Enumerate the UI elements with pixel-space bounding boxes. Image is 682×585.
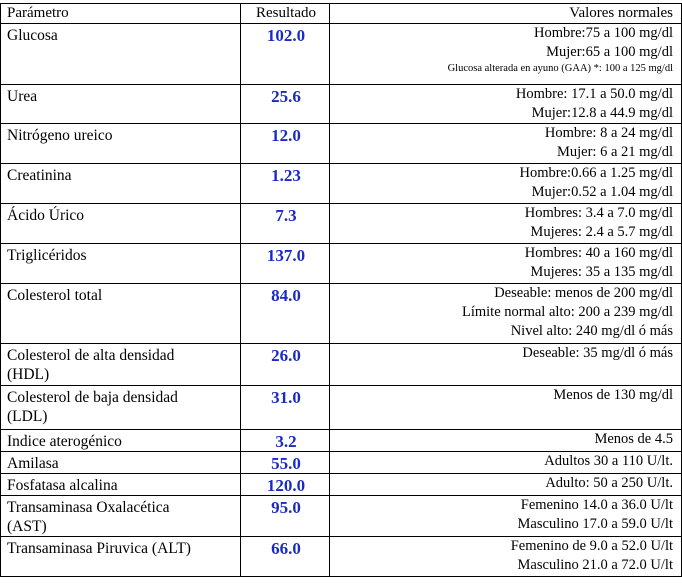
reference-range-line: Límite normal alto: 200 a 239 mg/dl [461,304,673,320]
reference-range-line: Mujeres: 2.4 a 5.7 mg/dl [530,224,673,240]
table-row [1,386,682,430]
reference-range-cell [330,430,682,452]
parameter-cell [1,386,241,430]
table-row [1,85,682,124]
result-value: 12.0 [241,124,330,164]
reference-range-line: Femenino 14.0 a 36.0 U/lt [520,497,673,513]
result-value: 26.0 [241,344,330,386]
parameter-name: Indice aterogénico [7,433,122,450]
parameter-name: Transaminasa Piruvica (ALT) [7,540,191,557]
reference-range-line: Mujer:65 a 100 mg/dl [546,44,673,60]
result-value: 120.0 [241,474,330,496]
result-value: 102.0 [241,24,330,85]
parameter-cell [1,164,241,204]
parameter-name: Colesterol de alta densidad [7,347,175,364]
result-value: 25.6 [241,85,330,124]
reference-range-cell [330,452,682,474]
lab-results-table [0,3,682,577]
parameter-name: Nitrógeno ureico [7,127,113,144]
table-row [1,430,682,452]
parameter-cell [1,204,241,244]
reference-range-line: Masculino 21.0 a 72.0 U/lt [517,557,673,573]
table-row [1,164,682,204]
parameter-name: (HDL) [7,366,50,383]
result-value: 84.0 [241,284,330,344]
parameter-name: Urea [7,88,38,105]
reference-range-cell [330,496,682,537]
reference-range-line: Mujeres: 35 a 135 mg/dl [530,264,673,280]
result-value: 1.23 [241,164,330,204]
reference-range-line: Deseable: 35 mg/dl ó más [522,345,673,361]
parameter-cell [1,124,241,164]
parameter-cell [1,24,241,85]
reference-range-line: Adultos 30 a 110 U/lt. [544,453,673,469]
table-row [1,204,682,244]
table-row [1,496,682,537]
reference-range-cell [330,344,682,386]
parameter-name: (AST) [7,518,47,535]
parameter-name: Amilasa [7,455,59,472]
parameter-cell [1,537,241,577]
table-row [1,124,682,164]
table-row [1,452,682,474]
reference-range-line: Nivel alto: 240 mg/dl ó más [510,323,673,339]
parameter-cell [1,496,241,537]
reference-range-cell [330,474,682,496]
reference-range-line: Menos de 130 mg/dl [553,387,673,403]
parameter-cell [1,430,241,452]
reference-range-cell [330,24,682,85]
reference-range-line: Hombre: 8 a 24 mg/dl [544,125,673,141]
result-value: 55.0 [241,452,330,474]
parameter-cell [1,474,241,496]
reference-range-cell [330,244,682,284]
header-valores-normales: Valores normales [330,4,682,24]
parameter-name: (LDL) [7,408,48,425]
lab-results-body [1,4,682,577]
header-resultado: Resultado [241,4,330,24]
result-value: 95.0 [241,496,330,537]
parameter-name: Ácido Úrico [7,207,85,224]
table-row [1,24,682,85]
result-value: 7.3 [241,204,330,244]
reference-range-cell [330,85,682,124]
reference-range-line: Masculino 17.0 a 59.0 U/lt [517,516,673,532]
parameter-name: Creatinina [7,167,72,184]
parameter-name: Transaminasa Oxalacética [7,499,170,516]
table-row [1,284,682,344]
reference-range-cell [330,284,682,344]
reference-range-line: Hombre:0.66 a 1.25 mg/dl [519,165,673,181]
result-value: 137.0 [241,244,330,284]
reference-range-line: Mujer:0.52 a 1.04 mg/dl [531,184,673,200]
reference-range-line: Femenino de 9.0 a 52.0 U/lt [510,538,673,554]
header-parametro: Parámetro [1,4,241,24]
reference-range-line: Mujer: 6 a 21 mg/dl [557,144,673,160]
reference-range-cell [330,386,682,430]
parameter-name: Colesterol de baja densidad [7,389,178,406]
reference-range-line: Adulto: 50 a 250 U/lt. [545,475,673,491]
reference-range-line: Menos de 4.5 [594,431,673,447]
reference-range-cell [330,164,682,204]
reference-range-cell [330,204,682,244]
reference-range-cell [330,537,682,577]
parameter-cell [1,344,241,386]
reference-range-line: Hombres: 3.4 a 7.0 mg/dl [524,205,673,221]
parameter-cell [1,284,241,344]
reference-range-cell [330,124,682,164]
reference-range-line: Mujer:12.8 a 44.9 mg/dl [531,105,673,121]
parameter-name: Fosfatasa alcalina [7,477,118,494]
reference-range-line: Deseable: menos de 200 mg/dl [494,285,673,301]
table-row [1,244,682,284]
header-row [1,4,682,24]
parameter-cell [1,244,241,284]
result-value: 31.0 [241,386,330,430]
reference-range-line: Glucosa alterada en ayuno (GAA) *: 100 a 125 mg/dl [447,63,673,74]
reference-range-line: Hombre:75 a 100 mg/dl [534,25,673,41]
table-row [1,537,682,577]
parameter-cell [1,452,241,474]
parameter-name: Triglicéridos [7,247,87,264]
table-row [1,474,682,496]
parameter-cell [1,85,241,124]
parameter-name: Glucosa [7,27,58,44]
result-value: 66.0 [241,537,330,577]
result-value: 3.2 [241,430,330,452]
reference-range-line: Hombre: 17.1 a 50.0 mg/dl [515,86,673,102]
table-row [1,344,682,386]
reference-range-line: Hombres: 40 a 160 mg/dl [524,245,673,261]
parameter-name: Colesterol total [7,287,103,304]
